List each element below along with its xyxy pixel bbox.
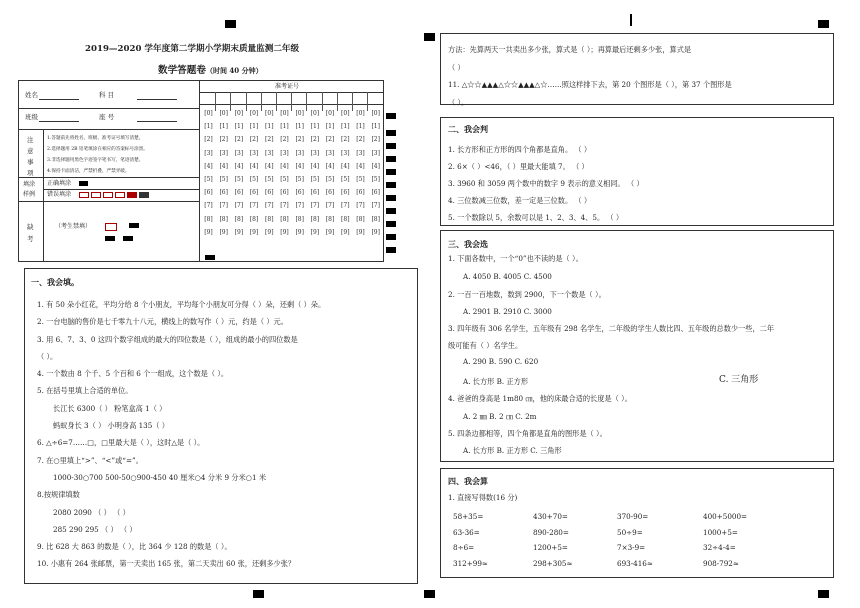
digit-bubble[interactable]: [1] [356,123,365,131]
digit-bubble[interactable]: [2] [325,136,335,144]
digit-bubble[interactable]: [9] [219,228,228,236]
digit-bubble[interactable]: [3] [249,149,259,157]
calc-item: 8÷6= [453,543,475,552]
column-divider [276,92,277,111]
digit-bubble[interactable]: [5] [356,175,365,183]
name-label: 姓名 [25,91,38,99]
digit-bubble[interactable]: [7] [310,202,320,210]
digit-bubble[interactable]: [4] [295,162,304,170]
registration-mark [225,20,236,28]
calc-item: 298+305≈ [533,558,573,568]
question-line: 4. 爸爸的身高是 1m80 ㎝，他的床最合适的长度是（ ）。 [448,394,632,403]
digit-bubble[interactable]: [2] [356,136,365,144]
digit-column [217,111,230,243]
fill-sample-char: 样例 [23,191,36,198]
digit-bubble[interactable]: [7] [356,202,365,210]
registration-mark [630,14,632,26]
question-line: 9. 比 628 大 863 的数是（ ），比 364 少 128 的数是（ ）。 [37,542,232,552]
question-line: 1000-30○700 500-50○900-450 40 厘米○4 分米 9 分米○1 米 [53,472,267,482]
column-divider [43,129,44,261]
question-line: 2. 一百一百地数，数到 2900，下一个数是（ ）。 [448,290,606,299]
question-line: 1. 下面各数中，一个“0”也不读的是（ ）。 [448,254,583,263]
digit-bubble-grid[interactable] [200,111,383,251]
absent-mark [105,236,115,241]
column-divider [322,92,323,111]
digit-bubble[interactable]: [1] [219,123,228,131]
digit-bubble[interactable]: [0] [249,110,259,117]
question-line: 方法：先算两天一共卖出多少张，算式是（ ）；再算最后还剩多少张，算式是 [448,45,692,54]
question-line: 2. 6×（ ）<46，（ ）里最大能填 7。 （ ） [448,162,589,171]
digit-bubble[interactable]: [8] [280,215,289,223]
digit-bubble[interactable]: [7] [204,202,213,210]
question-line: 5. 四条边都相等，四个角都是直角的图形是（ ）。 [448,429,607,438]
digit-bubble[interactable]: [7] [280,202,289,210]
digit-bubble[interactable]: [8] [371,215,380,223]
question-line: 285 290 295 （ ） （ ） [53,524,137,534]
correct-fill-sample [79,181,88,186]
calculation-grid [441,513,833,575]
section-lines [448,141,644,226]
digit-bubble[interactable]: [6] [265,189,274,197]
digit-bubble[interactable]: [3] [310,149,320,157]
digit-bubble[interactable]: [0] [310,110,320,117]
digit-bubble[interactable]: [7] [219,202,228,210]
digit-bubble[interactable]: [7] [341,202,350,210]
digit-bubble[interactable]: [6] [325,189,335,197]
digit-column [324,111,337,243]
subsection-title: 1. 直接写得数(16 分) [448,493,518,502]
digit-bubble[interactable]: [5] [280,175,289,183]
digit-bubble[interactable]: [5] [371,175,380,183]
digit-bubble[interactable]: [5] [310,175,320,183]
digit-column [339,111,352,243]
digit-bubble[interactable]: [7] [325,202,335,210]
digit-bubble[interactable]: [1] [310,123,320,131]
digit-bubble[interactable]: [0] [295,110,304,117]
notice-char: 事 [27,158,34,166]
digit-bubble[interactable]: [6] [204,189,213,197]
registration-mark [253,590,264,598]
calc-item: 908-792≈ [703,558,739,568]
question-line: （ ） [448,62,465,72]
absent-note: （考生禁填） [55,223,92,230]
digit-bubble[interactable]: [3] [295,149,304,157]
digit-bubble[interactable]: [9] [310,228,320,236]
side-mark [386,156,396,162]
subject-field[interactable] [137,99,177,100]
calc-item: 50÷9= [617,527,643,537]
column-divider [261,92,262,111]
section-multiple-choice [440,230,834,462]
option-line-large: C. 三角形 [719,375,759,385]
side-mark [386,130,396,136]
section-title: 一、我会填。 [31,277,79,287]
digit-bubble[interactable]: [0] [371,110,380,117]
digit-bubble[interactable]: [4] [280,162,289,170]
section-lines [37,296,325,573]
digit-bubble[interactable]: [3] [265,149,274,157]
digit-bubble[interactable]: [0] [204,110,213,117]
digit-bubble[interactable]: [0] [356,110,365,117]
divider [19,177,199,178]
digit-bubble[interactable]: [8] [341,215,350,223]
side-mark [386,113,396,119]
digit-bubble[interactable]: [5] [325,175,335,183]
calc-item: 1200+5= [533,543,568,552]
digit-bubble[interactable]: [2] [280,136,289,144]
side-mark [386,195,396,201]
digit-bubble[interactable]: [7] [234,202,244,210]
seat-field[interactable] [137,121,177,122]
digit-bubble[interactable]: [7] [249,202,259,210]
column-divider [367,92,368,111]
digit-bubble[interactable]: [3] [341,149,350,157]
digit-bubble[interactable]: [0] [265,110,274,117]
notice-char: 意 [27,147,34,155]
digit-bubble[interactable]: [5] [219,175,228,183]
digit-column [278,111,291,243]
digit-bubble[interactable]: [4] [325,162,335,170]
digit-bubble[interactable]: [6] [219,189,228,197]
side-mark [386,208,396,214]
question-line: 6. △÷6=7……□，□里最大是（ ），这时△是（ ）。 [37,438,205,448]
digit-bubble[interactable]: [8] [234,215,244,223]
digit-bubble[interactable]: [7] [265,202,274,210]
calc-item: 63-36= [453,527,480,537]
absent-char: 考 [27,235,34,243]
digit-bubble[interactable]: [2] [219,136,228,144]
calc-item: 7×3-9= [617,543,646,552]
digit-bubble[interactable]: [4] [249,162,259,170]
digit-bubble[interactable]: [5] [265,175,274,183]
digit-bubble[interactable]: [7] [295,202,304,210]
digit-bubble[interactable]: [0] [234,110,244,117]
calc-item: 890-280= [533,527,569,537]
digit-bubble[interactable]: [4] [356,162,365,170]
digit-column [369,111,382,243]
digit-bubble[interactable]: [2] [295,136,304,144]
student-info-box [18,80,200,262]
digit-bubble[interactable]: [6] [295,189,304,197]
digit-bubble[interactable]: [0] [325,110,335,117]
digit-bubble[interactable]: [5] [341,175,350,183]
digit-bubble[interactable]: [1] [325,123,335,131]
digit-bubble[interactable]: [9] [280,228,289,236]
question-line: 11. △☆☆▲▲▲△☆☆▲▲▲△☆……照这样排下去，第 20 个图形是（ ），第 37 个图形是 [448,80,732,89]
section-title: 四、我会算 [448,476,488,486]
absent-mark [129,223,139,228]
time-note: （时间 40 分钟） [205,66,263,75]
option-line: A. 290 B. 590 C. 620 [463,357,539,366]
calc-item: 1000+5= [703,527,738,537]
digit-bubble[interactable]: [9] [325,228,335,236]
digit-bubble[interactable]: [4] [265,162,274,170]
option-line: A. 长方形 B. 正方形 [463,377,529,386]
digit-bubble[interactable]: [2] [204,136,213,144]
question-line: 1. 长方形和正方形的四个角都是直角。 （ ） [448,145,592,154]
calc-item: 693-416≈ [617,558,653,568]
digit-bubble[interactable]: [3] [280,149,289,157]
divider [19,129,199,130]
digit-bubble[interactable]: [3] [325,149,335,157]
exam-number-label: 准考证号 [275,83,300,90]
digit-bubble[interactable]: [4] [204,162,213,170]
section-lines [448,41,732,111]
digit-bubble[interactable]: [6] [356,189,365,197]
digit-bubble[interactable]: [5] [204,175,213,183]
digit-bubble[interactable]: [0] [219,110,228,117]
question-line: 长江长 6300（ ） 粉笔盒高 1（ ） [53,403,167,413]
digit-bubble[interactable]: [6] [280,189,289,197]
digit-column [354,111,367,243]
option-line: A. 2901 B. 2910 C. 3000 [463,307,552,316]
digit-bubble[interactable]: [1] [280,123,289,131]
digit-column [248,111,261,243]
digit-bubble[interactable]: [9] [265,228,274,236]
calc-item: 32÷4-4= [703,543,736,552]
column-divider [352,92,353,111]
side-mark [386,247,396,253]
wrong-fill-label: 错误填涂 [47,191,72,198]
digit-bubble[interactable]: [6] [249,189,259,197]
divider [19,108,199,109]
registration-mark [818,20,829,28]
calc-item: 370-90= [617,512,649,521]
column-divider [306,92,307,111]
exam-number-grid [200,80,384,262]
digit-bubble[interactable]: [9] [371,228,380,236]
digit-bubble[interactable]: [4] [219,162,228,170]
digit-column [202,111,215,243]
digit-bubble[interactable]: [6] [341,189,350,197]
correct-fill-label: 正确填涂 [47,180,72,187]
digit-bubble[interactable]: [2] [249,136,259,144]
calc-item: 58+35= [453,512,484,521]
divider [19,201,199,202]
notice-list [47,133,148,177]
wrong-fill-samples [79,192,149,198]
side-mark [205,255,215,260]
digit-bubble[interactable]: [2] [310,136,320,144]
question-line: 3. 四年级有 306 名学生，五年级有 298 名学生，二年级的学生人数比四、五年级的总数少一些，二年 [448,324,775,333]
digit-bubble[interactable]: [9] [341,228,350,236]
exam-subtitle [158,66,263,76]
digit-bubble[interactable]: [1] [249,123,259,131]
digit-bubble[interactable]: [2] [341,136,350,144]
notice-item: 1.答题前先将姓名、班级、准考证号填写清楚。 [47,136,144,141]
digit-bubble[interactable]: [2] [265,136,274,144]
section-calculation [440,468,834,578]
question-line: 5. 在括号里填上合适的单位。 [37,386,133,396]
digit-bubble[interactable]: [8] [310,215,320,223]
side-mark [386,221,396,227]
digit-bubble[interactable]: [5] [249,175,259,183]
calc-item: 400+5000= [703,512,748,521]
fill-sample-label [23,180,35,200]
section-fill-in [24,268,418,584]
column-divider [230,92,231,111]
digit-bubble[interactable]: [5] [295,175,304,183]
notice-char: 项 [27,169,34,177]
question-line: 2080 2090 （ ） （ ） [53,507,130,517]
absent-char: 缺 [27,223,34,231]
digit-bubble[interactable]: [3] [371,149,380,157]
digit-column [293,111,306,243]
digit-column [263,111,276,243]
digit-bubble[interactable]: [5] [234,175,244,183]
question-line: 4. 一个数由 8 个千、5 个百和 6 个一组成，这个数是（ ）。 [37,369,229,379]
side-mark [386,143,396,149]
digit-bubble[interactable]: [2] [371,136,380,144]
notice-char: 注 [27,136,34,144]
digit-bubble[interactable]: [9] [356,228,365,236]
side-mark [386,234,396,240]
digit-bubble[interactable]: [8] [295,215,304,223]
digit-bubble[interactable]: [4] [310,162,320,170]
fill-sample-char: 填涂 [23,181,36,188]
absent-mark [123,236,133,241]
question-line: （ ）。 [37,351,58,361]
digit-bubble[interactable]: [8] [249,215,259,223]
digit-bubble[interactable]: [8] [204,215,213,223]
question-line: 1. 有 50 朵小红花，平均分给 8 个小朋友，平均每个小朋友可分得（ ）朵，还剩（ ）朵。 [37,300,326,309]
seat-label: 座 号 [99,113,115,121]
column-divider [337,92,338,111]
digit-bubble[interactable]: [9] [295,228,304,236]
digit-bubble[interactable]: [1] [204,123,213,131]
class-field[interactable] [39,121,79,122]
calc-item: 312+99≈ [453,558,488,568]
option-line: A. 4050 B. 4005 C. 4500 [463,272,552,281]
digit-bubble[interactable]: [4] [371,162,380,170]
digit-bubble[interactable]: [8] [325,215,335,223]
class-label: 班级 [25,113,38,121]
question-line: 3. 用 6、7、3、0 这四个数字组成的最大的四位数是（ ），组成的最小的四位数是 [37,334,298,344]
digit-bubble[interactable]: [1] [265,123,274,131]
question-line: 7. 在○里填上“>”、“<”或“=”。 [37,455,143,465]
question-line: 4. 三位数减三位数，差一定是三位数。 （ ） [448,196,592,205]
digit-bubble[interactable]: [1] [234,123,244,131]
digit-bubble[interactable]: [0] [341,110,350,117]
notice-item: 2.选择题用 2B 铅笔填涂在相应的答案标号涂黑。 [47,147,148,152]
calc-item: 430+70= [533,512,568,521]
section-title: 三、我会选 [448,239,488,249]
digit-bubble[interactable]: [3] [204,149,213,157]
section-true-false [440,117,834,226]
question-line: 10. 小惠有 264 张邮票，第一天卖出 165 张，第二天卖出 60 张，还剩多少张？ [37,559,296,569]
digit-bubble[interactable]: [4] [341,162,350,170]
absent-label [27,221,34,245]
question-line: 5. 一个数除以 5，余数可以是 1、2、3、4、5。 （ ） [448,213,624,222]
side-mark [386,182,396,188]
registration-mark [424,590,435,598]
digit-bubble[interactable]: [7] [371,202,380,210]
digit-bubble[interactable]: [9] [204,228,213,236]
option-line: A. 长方形 B. 正方形 C. 三角形 [463,446,562,455]
divider [43,189,199,190]
digit-bubble[interactable]: [0] [280,110,289,117]
question-line: （ ）。 [448,97,469,107]
digit-bubble[interactable]: [8] [265,215,274,223]
digit-column [308,111,321,243]
digit-bubble[interactable]: [6] [310,189,320,197]
subtitle-text: 数学答题卷 [158,65,206,76]
question-line: 8.按规律填数 [37,490,80,500]
digit-bubble[interactable]: [1] [371,123,380,131]
digit-bubble[interactable]: [9] [249,228,259,236]
digit-bubble[interactable]: [4] [234,162,244,170]
column-divider [246,92,247,111]
digit-bubble[interactable]: [1] [341,123,350,131]
digit-column [232,111,245,243]
question-line: 蚂蚁身长 3（ ） 小明身高 135（ ） [53,421,169,431]
digit-bubble[interactable]: [3] [219,149,228,157]
digit-bubble[interactable]: [3] [356,149,365,157]
digit-bubble[interactable]: [1] [295,123,304,131]
column-divider [291,92,292,111]
digit-bubble[interactable]: [2] [234,136,244,144]
section-title: 二、我会判 [448,124,488,134]
exam-title: 2019—2020 学年度第二学期小学期末质量监测二年级 [85,44,300,54]
column-divider [215,92,216,111]
notice-item: 3.非选择题用黑色字迹签字笔书写，笔迹清楚。 [47,158,144,163]
option-line: A. 2 ㎜ B. 2 ㎝ C. 2m [463,412,537,421]
side-mark [386,169,396,175]
notice-label [27,135,37,179]
digit-bubble[interactable]: [6] [371,189,380,197]
question-line: 3. 3960 和 3059 两个数中的数字 9 表示的意义相同。 （ ） [448,179,644,188]
notice-item: 4.保持卡面清洁，严禁折叠、严禁弄破。 [47,169,130,174]
question-line: 级可能有（ ）名学生。 [448,341,523,350]
subject-label: 科 目 [99,91,115,99]
registration-mark [424,33,435,41]
digit-bubble[interactable]: [3] [234,149,244,157]
digit-bubble[interactable]: [9] [234,228,244,236]
digit-bubble[interactable]: [6] [234,189,244,197]
registration-mark [818,590,829,598]
absent-checkbox[interactable] [105,223,117,231]
section-continued [440,33,834,105]
digit-bubble[interactable]: [8] [219,215,228,223]
name-field[interactable] [39,99,79,100]
question-line: 2. 一台电脑的售价是七千零九十八元，横线上的数写作（ ）元，约是（ ）元。 [37,317,288,327]
digit-bubble[interactable]: [8] [356,215,365,223]
